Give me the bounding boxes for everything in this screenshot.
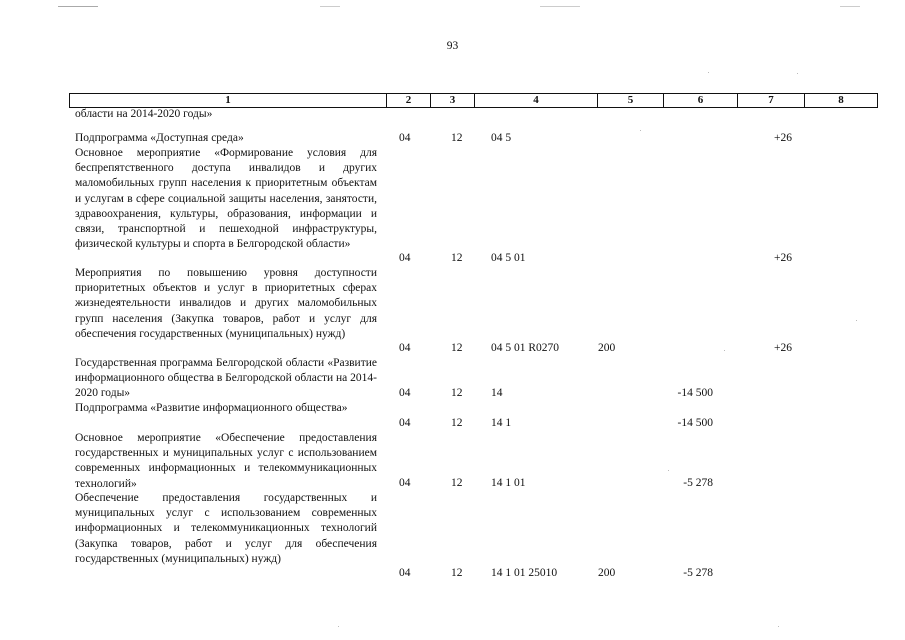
header-col-8: 8 xyxy=(805,94,878,108)
row-col-4: 14 1 01 xyxy=(491,477,526,489)
header-col-3: 3 xyxy=(431,94,475,108)
row-col-2: 04 xyxy=(399,477,411,489)
row-col-4: 04 5 01 xyxy=(491,252,526,264)
row-col-7: +26 xyxy=(774,132,792,144)
row-col-3: 12 xyxy=(451,252,463,264)
row-col-4: 14 1 xyxy=(491,417,512,429)
header-col-1: 1 xyxy=(70,94,387,108)
row-description: Основное мероприятие «Формирование условия для беспрепятственного доступа инвалидов и других маломобильных групп населения к приоритетным объектам и услугам в сфере социальной защиты населения, занятости, здравоохранения, культуры, образования, информации и связи, транспортной и пешеходной инфраструктуры, физической культуры и спорта в Белгородской области» xyxy=(75,147,377,251)
row-description: Мероприятия по повышению уровня доступности приоритетных объектов и услуг в приоритетных сферах жизнедеятельности инвалидов и других маломобильных групп населения (Закупка товаров, работ и услуг для обеспечения государственных (муниципальных) нужд) xyxy=(75,267,377,340)
header-col-7: 7 xyxy=(738,94,805,108)
row-col-6: -5 278 xyxy=(683,567,713,579)
row-col-5: 200 xyxy=(598,567,616,579)
row-col-4: 04 5 01 R0270 xyxy=(491,342,560,354)
row-description: Государственная программа Белгородской области «Развитие информационного общества в Белгородской области на 2014-2020 годы» xyxy=(75,357,377,400)
row-col-3: 12 xyxy=(451,567,463,579)
row-col-3: 12 xyxy=(451,132,463,144)
row-col-6: -5 278 xyxy=(683,477,713,489)
row-col-3: 12 xyxy=(451,387,463,399)
header-col-2: 2 xyxy=(387,94,431,108)
row-col-2: 04 xyxy=(399,567,411,579)
row-col-7: +26 xyxy=(774,252,792,264)
header-col-6: 6 xyxy=(664,94,738,108)
row-col-2: 04 xyxy=(399,252,411,264)
row-col-6: -14 500 xyxy=(677,387,713,399)
header-col-4: 4 xyxy=(475,94,598,108)
row-description: Подпрограмма «Доступная среда» xyxy=(75,132,244,144)
row-col-5: 200 xyxy=(598,342,616,354)
row-col-4: 04 5 xyxy=(491,132,512,144)
row-col-7: +26 xyxy=(774,342,792,354)
continuation-text: области на 2014-2020 годы» xyxy=(75,108,213,120)
row-col-4: 14 1 01 25010 xyxy=(491,567,558,579)
row-description: Подпрограмма «Развитие информационного общества» xyxy=(75,402,348,414)
row-col-2: 04 xyxy=(399,417,411,429)
row-col-4: 14 xyxy=(491,387,503,399)
row-col-6: -14 500 xyxy=(677,417,713,429)
row-col-2: 04 xyxy=(399,132,411,144)
page-number: 93 xyxy=(446,40,459,52)
row-description: Обеспечение предоставления государственных и муниципальных услуг с использованием современных информационных и телекоммуникационных технологий (Закупка товаров, работ и услуг для обеспечения государственных (муниципальных) нужд) xyxy=(75,492,377,565)
header-col-5: 5 xyxy=(598,94,664,108)
row-description: Основное мероприятие «Обеспечение предоставления государственных и муниципальных услуг с использованием современных информационных и телекоммуникационных технологий» xyxy=(75,432,377,490)
row-col-3: 12 xyxy=(451,477,463,489)
row-col-3: 12 xyxy=(451,342,463,354)
row-col-3: 12 xyxy=(451,417,463,429)
row-col-2: 04 xyxy=(399,387,411,399)
row-col-2: 04 xyxy=(399,342,411,354)
